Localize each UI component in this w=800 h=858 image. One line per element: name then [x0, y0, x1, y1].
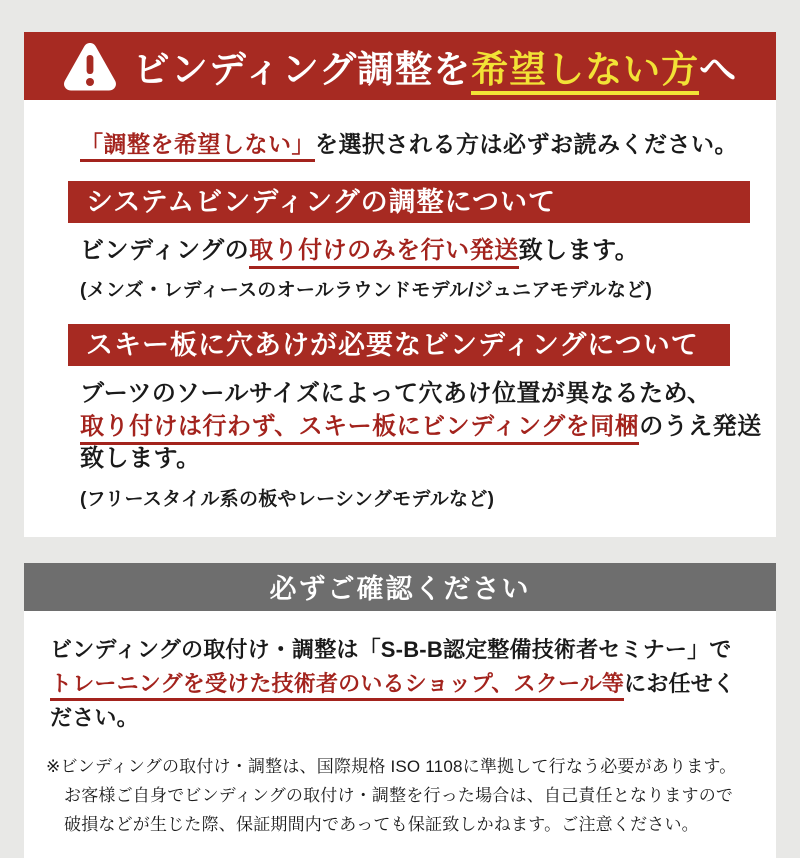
system-line-post: 致します。 [518, 237, 640, 264]
drill-binding-note: (フリースタイル系の板やレーシングモデルなど) [80, 488, 495, 510]
section-heading-system-binding: システムビンディングの調整について [68, 181, 750, 223]
system-binding-text [80, 235, 776, 267]
confirm-line2-emphasis: トレーニングを受けた技術者のいるショップ、スクール等 [50, 671, 624, 701]
system-line-pre: ビンディングの [80, 237, 250, 264]
footnote-line3: 破損などが生じた際、保証期間内であっても保証致しかねます。ご注意ください。 [64, 814, 699, 834]
legal-footnote [24, 735, 776, 840]
system-binding-note: (メンズ・レディースのオールラウンドモデル/ジュニアモデルなど) [80, 280, 653, 302]
title-post: へ [699, 49, 738, 90]
section-heading-drill-binding: スキー板に穴あけが必要なビンディングについて [68, 324, 730, 366]
drill-line2-emphasis: 取り付けは行わず、スキー板にビンディングを同梱 [80, 413, 639, 445]
drill-line1: ブーツのソールサイズによって穴あけ位置が異なるため、 [80, 380, 712, 408]
intro-rest: を選択される方は必ずお読みください。 [315, 131, 738, 157]
footnote-line1: ※ビンディングの取付け・調整は、国際規格 ISO 1108に準拠して行なう必要があります。 [46, 756, 737, 776]
footnote-line2: お客様ご自身でビンディングの取付け・調整を行った場合は、自己責任となりますので [64, 785, 734, 805]
confirm-line2-post: にお任せください。 [50, 670, 736, 730]
drill-line2-post: のうえ発送 [639, 412, 762, 440]
warning-header-banner [24, 32, 776, 100]
intro-highlight: 「調整を希望しない」 [80, 131, 315, 162]
confirmation-text [24, 611, 776, 735]
confirm-line1: ビンディングの取付け・調整は「S-B-B認定整備技術者セミナー」で [50, 636, 732, 662]
title-pre: ビンディング調整を [132, 49, 472, 90]
confirmation-header-banner: 必ずご確認ください [24, 563, 776, 611]
system-line-emphasis: 取り付けのみを行い発送 [249, 237, 519, 269]
page-title [133, 39, 737, 93]
drill-binding-text [80, 378, 776, 475]
drill-line3: 致します。 [80, 445, 201, 473]
intro-line [80, 126, 776, 159]
warning-triangle-icon [63, 41, 117, 91]
binding-warning-card [24, 32, 776, 537]
title-highlight: 希望しない方 [471, 49, 699, 95]
confirmation-card [24, 563, 776, 858]
